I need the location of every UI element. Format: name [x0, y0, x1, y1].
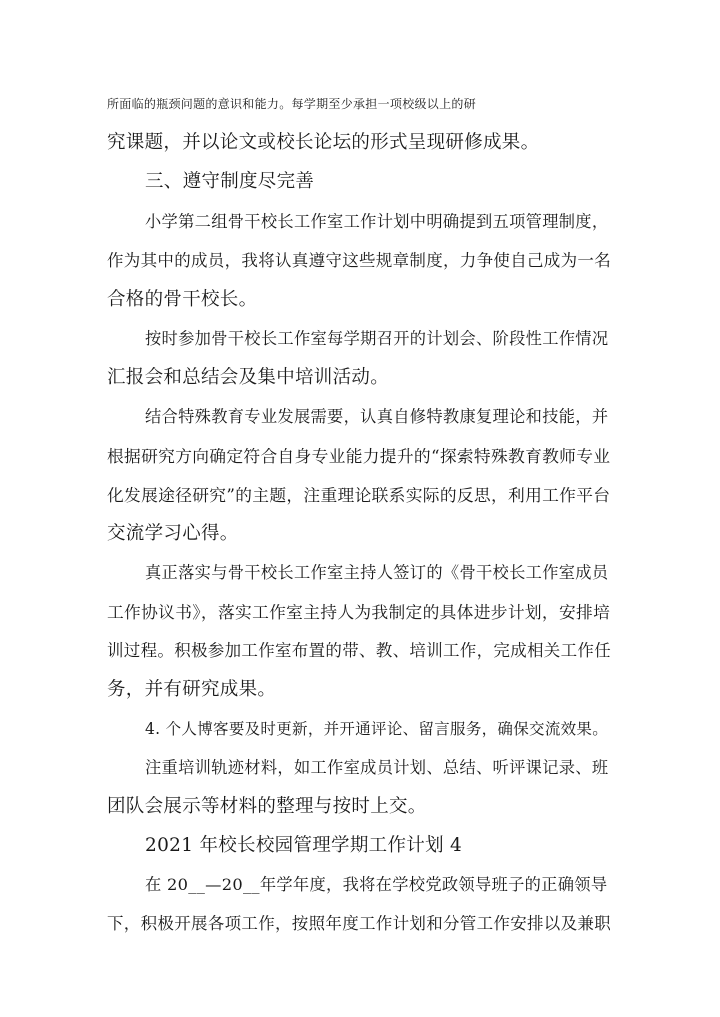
paragraph-line: 训过程。积极参加工作室布置的带、教、培训工作，完成相关工作任 — [107, 641, 611, 660]
paragraph-line: 所面临的瓶颈问题的意识和能力。每学期至少承担一项校级以上的研 — [107, 97, 477, 111]
paragraph-line: 工作协议书》，落实工作室主持人为我制定的具体进步计划，安排培 — [107, 602, 611, 622]
paragraph-line: 化发展途径研究”的主题，注重理论联系实际的反思，利用工作平台 — [107, 485, 611, 505]
paragraph-line: 注重培训轨迹材料，如工作室成员计划、总结、听评课记录、班 — [145, 758, 609, 777]
paragraph-line: 真正落实与骨干校长工作室主持人签订的《骨干校长工作室成员 — [145, 563, 609, 582]
paragraph-line: 4. 个人博客要及时更新，并开通评论、留言服务，确保交流效果。 — [145, 720, 609, 738]
paragraph-line: 交流学习心得。 — [107, 523, 239, 544]
paragraph-line: 究课题，并以论文或校长论坛的形式呈现研修成果。 — [107, 132, 540, 153]
paragraph-line: 汇报会和总结会及集中培训活动。 — [107, 367, 390, 388]
paragraph-line: 在 20__—20__年学年度，我将在学校党政领导班子的正确领导 — [145, 875, 608, 894]
paragraph-line: 结合特殊教育专业发展需要，认真自修特教康复理论和技能，并 — [145, 407, 609, 426]
paragraph-line: 务，并有研究成果。 — [107, 679, 277, 700]
paragraph-line: 合格的骨干校长。 — [107, 289, 258, 310]
paragraph-line: 团队会展示等材料的整理与按时上交。 — [107, 796, 427, 817]
paragraph-line: 小学第二组骨干校长工作室工作计划中明确提到五项管理制度， — [145, 212, 609, 231]
paragraph-line: 根据研究方向确定符合自身专业能力提升的“探索特殊教育教师专业 — [107, 446, 611, 466]
paragraph-line: 按时参加骨干校长工作室每学期召开的计划会、阶段性工作情况 — [145, 329, 609, 348]
paragraph-line: 作为其中的成员，我将认真遵守这些规章制度，力争使自己成为一名 — [107, 251, 611, 270]
section-heading: 2021 年校长校园管理学期工作计划 4 — [145, 835, 463, 856]
section-heading: 三、遵守制度尽完善 — [145, 171, 315, 192]
paragraph-line: 下，积极开展各项工作，按照年度工作计划和分管工作安排以及兼职 — [107, 914, 611, 933]
